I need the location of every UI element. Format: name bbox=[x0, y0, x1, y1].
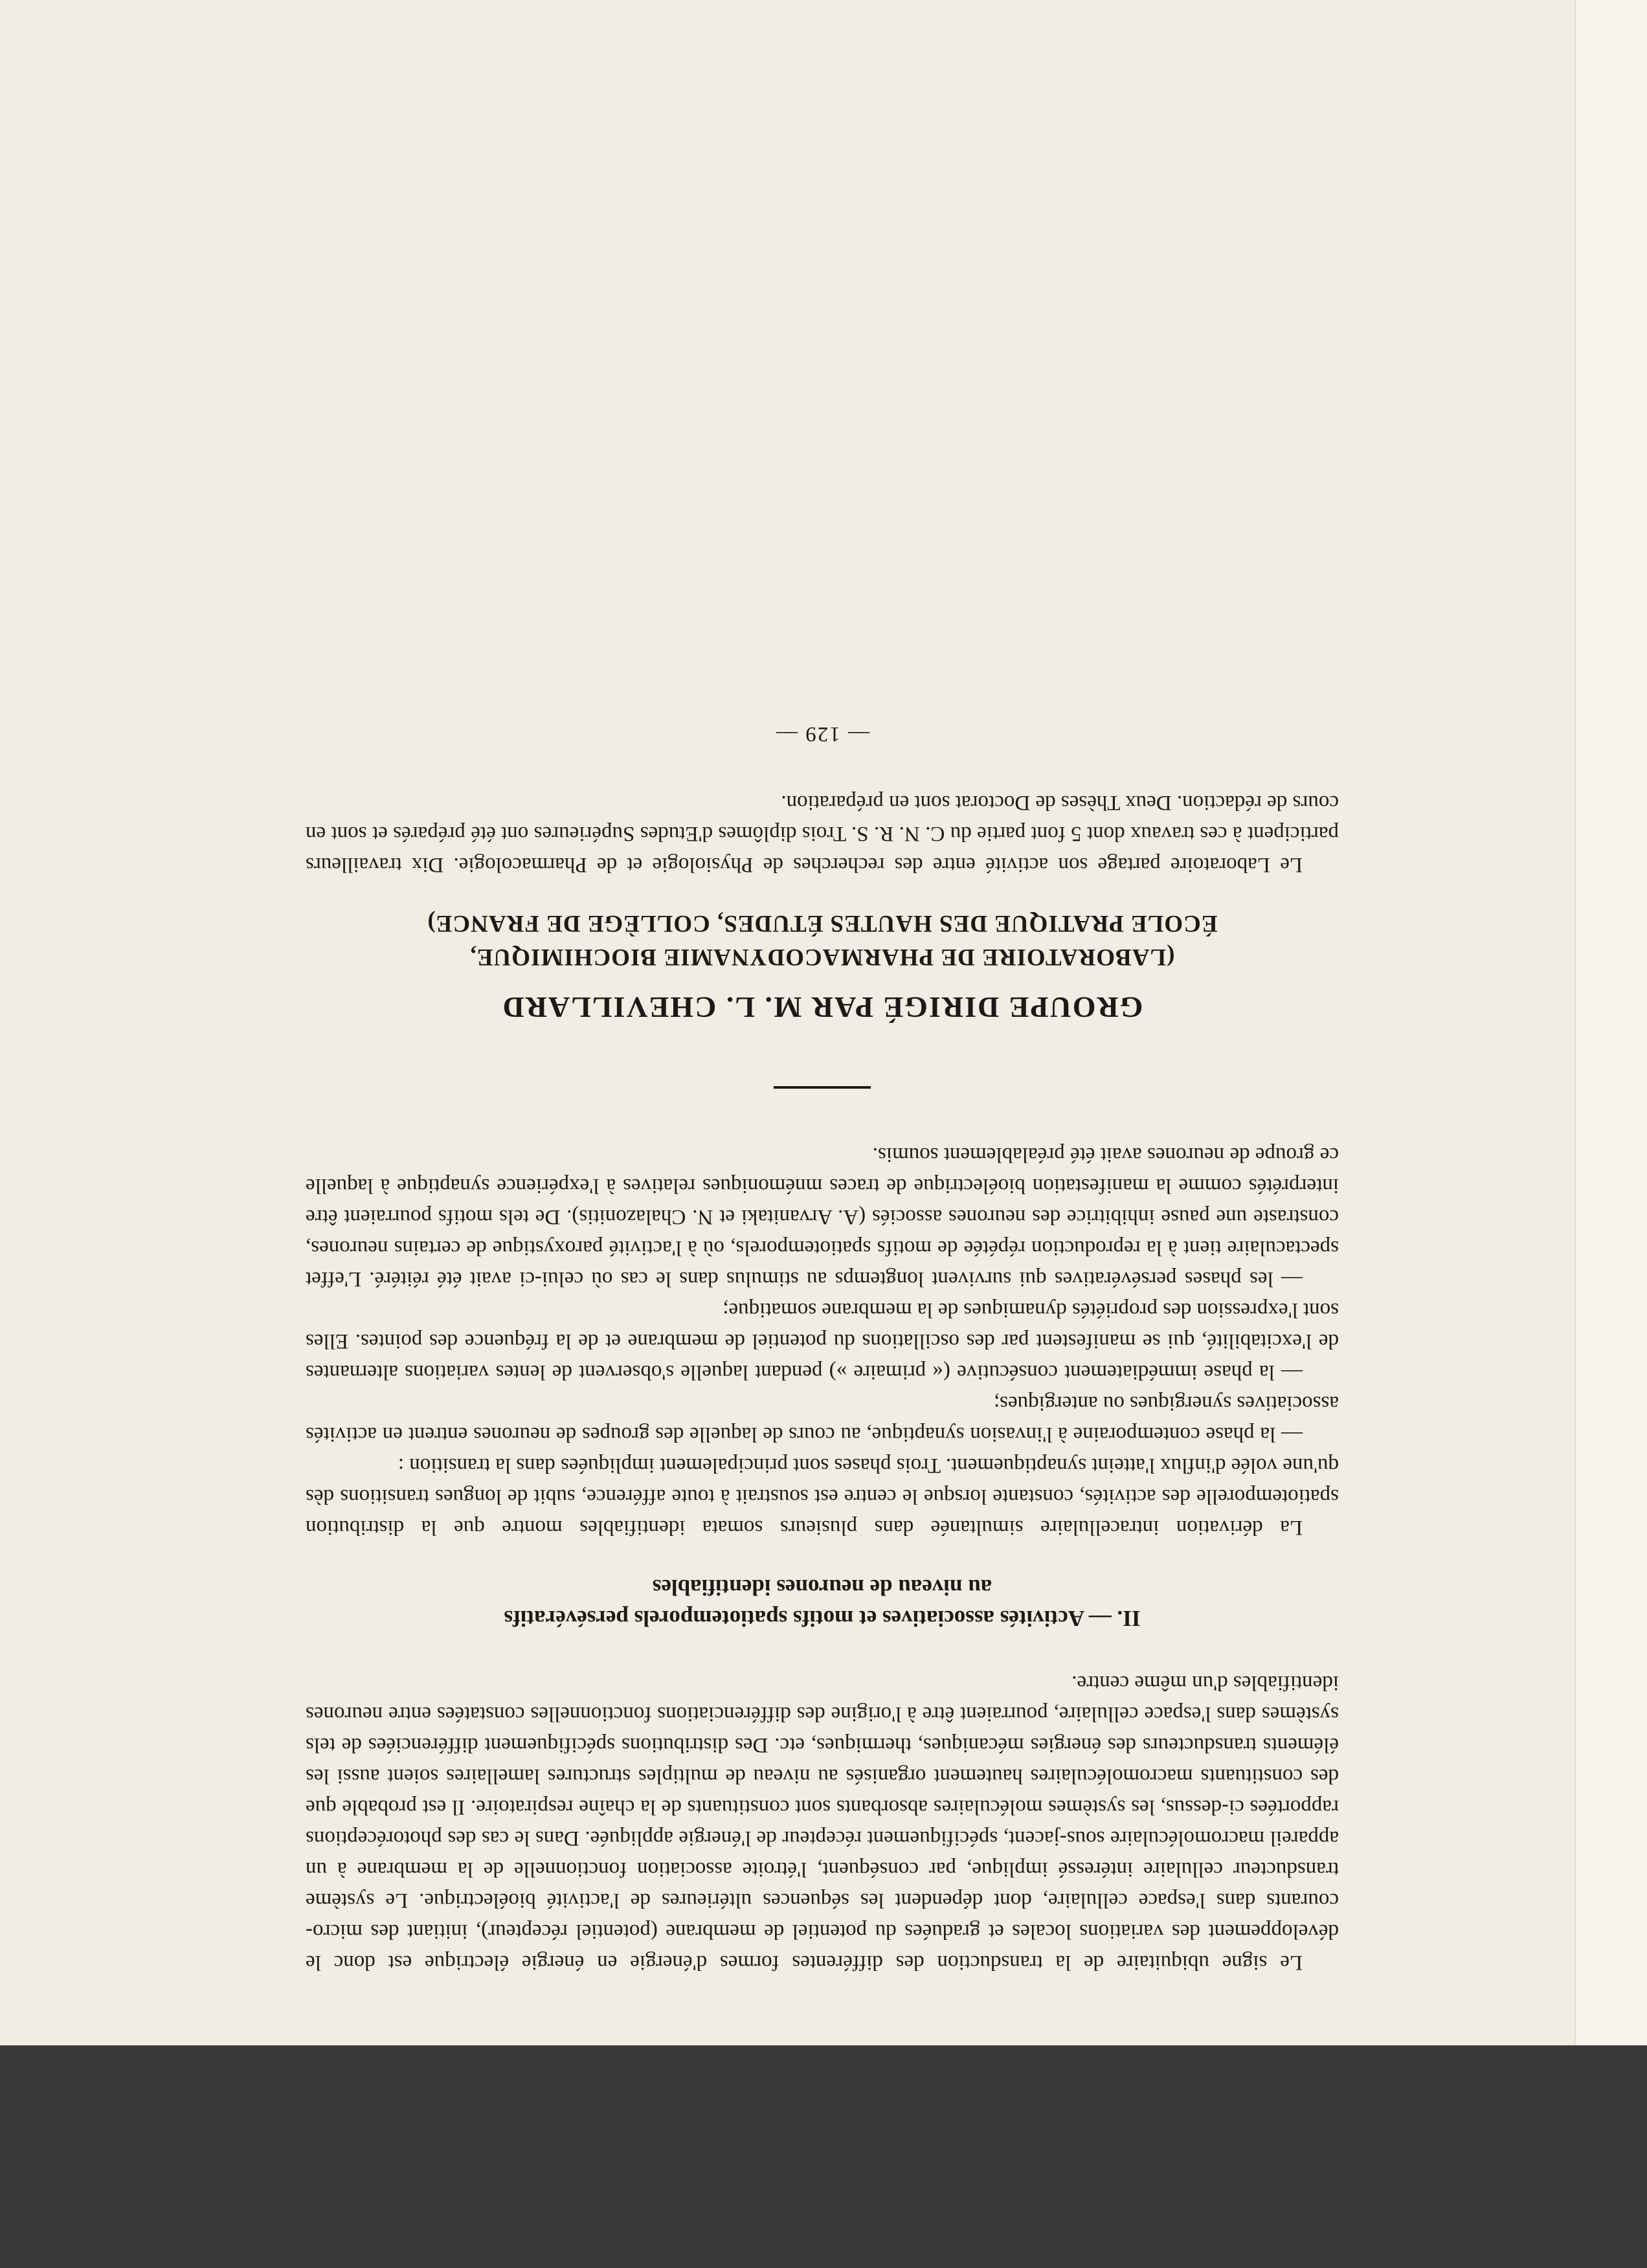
list-item-phase-contemporaine: — la phase contemporaine à l'invasion synaptique, au cours de laquelle des groupes de neurones entrent en activités associatives synergiques ou antergiques; bbox=[306, 1392, 1339, 1446]
paragraph-intracellular: La dérivation intracellulaire simultanée dans plusieurs somata identifiables montre que la distribution spatiotemporelle des activités, constante lorsque le centre est soustrait à toute afférence, subit de longues transitions dès qu'une volée d'influx l'atteint synaptiquement. Trois phases sont principalement impliquées dans la transition : bbox=[306, 1454, 1339, 1539]
laboratory-heading-line-1: (LABORATOIRE DE PHARMACODYNAMIE BIOCHIMIQUE, bbox=[469, 944, 1175, 970]
group-title: GROUPE DIRIGÉ PAR M. L. CHEVILLARD bbox=[501, 991, 1143, 1024]
paragraph-transduction: Le signe ubiquitaire de la transduction des différentes formes d'énergie en énergie électrique est donc le développement des variations locales et graduées du potentiel de membrane (potentiel récepteur), initiant des micro-courants dans l'espace cellulaire, dont dépendent les séquences ultérieures de l'activité bioélectrique. Le système transducteur cellulaire intéressé implique, par conséquent, l'étroite association fonctionnelle de la membrane à un appareil macromoléculaire sous-jacent, spécifiquement récepteur de l'énergie appliquée. Dans le cas des photoréceptions rapportées ci-dessus, les systèmes moléculaires absorbants sont constituants de la chaîne respiratoire. Il est probable que des constituants macromoléculaires hautement organisés au niveau de multiples structures lamellaires soient aussi les éléments transducteurs des énergies mécaniques, thermiques, etc. Des distributions spécifiquement différenciées de tels systèmes dans l'espace cellulaire, pourraient être à l'origine des différenciations fonctionnelles constatées entre neurones identifiables d'un même centre. bbox=[306, 1671, 1339, 1974]
page-content bbox=[306, 718, 1339, 1978]
section-heading-line-2: au niveau de neurones identifiables bbox=[652, 1575, 992, 1600]
section-heading-line-1: II. — Activités associatives et motifs spatiotemporels persévératifs bbox=[504, 1606, 1141, 1631]
list-item-phases-perseveratives: — les phases persévératives qui survivent longtemps au stimulus dans le cas où celui-ci avait été réitéré. L'effet spectaculaire tient à la reproduction répétée de motifs spatiotemporels, où à l'activité paroxystique de certains neurones, constraste une pause inhibitrice des neurones associés (A. Arvanitaki et N. Chalazonitis). De tels motifs pourraient être interprétés comme la manifestation bioélectrique de traces mnémoniques relatives à l'expérience synaptique à laquelle ce groupe de neurones avait été préalablement soumis. bbox=[306, 1143, 1339, 1291]
section-divider bbox=[774, 1086, 871, 1089]
laboratory-heading bbox=[306, 906, 1339, 973]
scanner-background bbox=[0, 2045, 1647, 2268]
laboratory-heading-line-2: ÉCOLE PRATIQUE DES HAUTES ÉTUDES, COLLÈGE DE FRANCE) bbox=[427, 910, 1218, 937]
paragraph-laboratory: Le Laboratoire partage son activité entre des recherches de Physiologie et de Pharmacologie. Dix travailleurs participent à ces travaux dont 5 font partie du C. N. R. S. Trois diplômes d'Etudes Supérieures ont été préparés et sont en cours de rédaction. Deux Thèses de Doctorat sont en préparation. bbox=[306, 791, 1339, 876]
list-item-phase-primaire: — la phase immédiatement consécutive (« primaire ») pendant laquelle s'observent de lentes variations alternantes de l'excitabilité, qui se manifestent par des oscillations du potentiel de membrane et de la fréquence des pointes. Elles sont l'expression des propriétés dynamiques de la membrane somatique; bbox=[306, 1298, 1339, 1384]
section-heading bbox=[306, 1572, 1339, 1634]
page-number: — 129 — bbox=[775, 722, 869, 746]
